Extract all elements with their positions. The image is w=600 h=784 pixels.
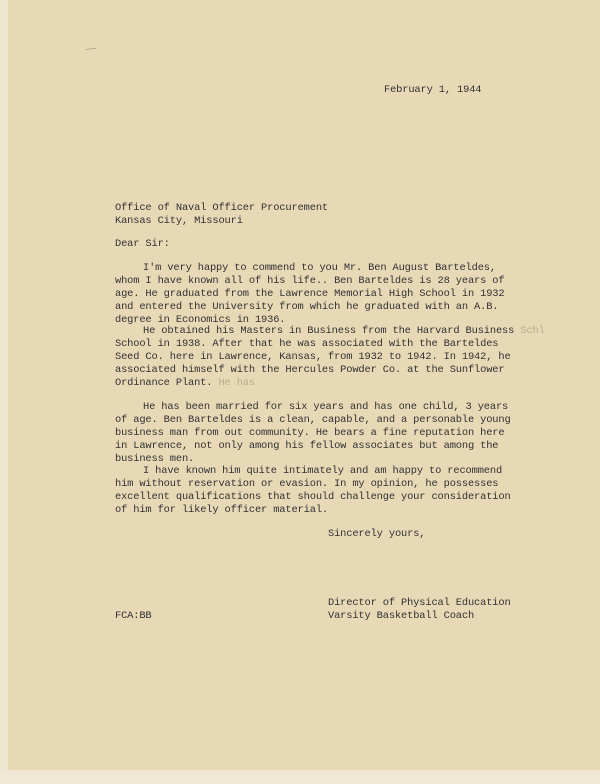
paragraph-line: whom I have known all of his life.. Ben Barteldes is 28 years of xyxy=(115,275,505,288)
faint-overstrike: Schl xyxy=(520,325,545,337)
paper-left-edge xyxy=(0,0,8,784)
signature-title: Director of Physical Education xyxy=(328,597,511,609)
recipient-line: Kansas City, Missouri xyxy=(115,215,243,228)
paragraph-1 xyxy=(115,262,525,327)
paragraph-line: I have known him quite intimately and am happy to recommend xyxy=(143,465,503,477)
paragraph-line: age. He graduated from the Lawrence Memorial High School in 1932 xyxy=(115,288,505,301)
paragraph-line: Seed Co. here in Lawrence, Kansas, from 1932 to 1942. In 1942, he xyxy=(115,351,511,364)
paragraph-line: of him for likely officer material. xyxy=(115,504,328,517)
faint-overstrike: He has xyxy=(218,377,255,390)
signature-title: Varsity Basketball Coach xyxy=(328,610,475,623)
closing-line: Sincerely yours, xyxy=(328,528,426,540)
paragraph-line: School in 1938. After that he was associated with the Barteldes xyxy=(115,338,499,351)
paragraph-line: him without reservation or evasion. In my opinion, he possesses xyxy=(115,478,499,491)
paragraph-line: associated himself with the Hercules Powder Co. at the Sunflower xyxy=(115,364,505,377)
paragraph-line: business men. xyxy=(115,453,195,466)
paragraph-2 xyxy=(115,325,545,390)
paragraph-line xyxy=(115,325,545,338)
recipient-line: Office of Naval Officer Procurement xyxy=(115,202,328,214)
paragraph-line: excellent qualifications that should challenge your consideration xyxy=(115,491,511,504)
salutation: Dear Sir: xyxy=(115,238,170,250)
paragraph-line: degree in Economics in 1936. xyxy=(115,314,286,327)
paragraph-line-text: He obtained his Masters in Business from the Harvard Business xyxy=(143,325,515,337)
reference-initials: FCA:BB xyxy=(115,610,152,622)
signature-block xyxy=(328,597,511,623)
paragraph-line: and entered the University from which he graduated with an A.B. xyxy=(115,301,499,314)
paper-bottom-edge xyxy=(0,770,600,784)
paragraph-line: business man from out community. He bears a fine reputation here xyxy=(115,427,505,440)
recipient-address xyxy=(115,202,328,228)
paragraph-line xyxy=(115,377,525,390)
paragraph-3 xyxy=(115,401,525,466)
paragraph-line-text: Ordinance Plant. xyxy=(115,377,213,390)
letter-date: February 1, 1944 xyxy=(384,84,482,96)
paragraph-4 xyxy=(115,465,525,517)
paragraph-line: I'm very happy to commend to you Mr. Ben August Barteldes, xyxy=(143,262,496,274)
paragraph-line: in Lawrence, not only among his fellow associates but among the xyxy=(115,440,499,453)
paragraph-line: He has been married for six years and has one child, 3 years xyxy=(143,401,509,413)
paragraph-line: of age. Ben Barteldes is a clean, capable, and a personable young xyxy=(115,414,511,427)
closing xyxy=(328,528,425,541)
pencil-mark-icon xyxy=(80,48,102,50)
